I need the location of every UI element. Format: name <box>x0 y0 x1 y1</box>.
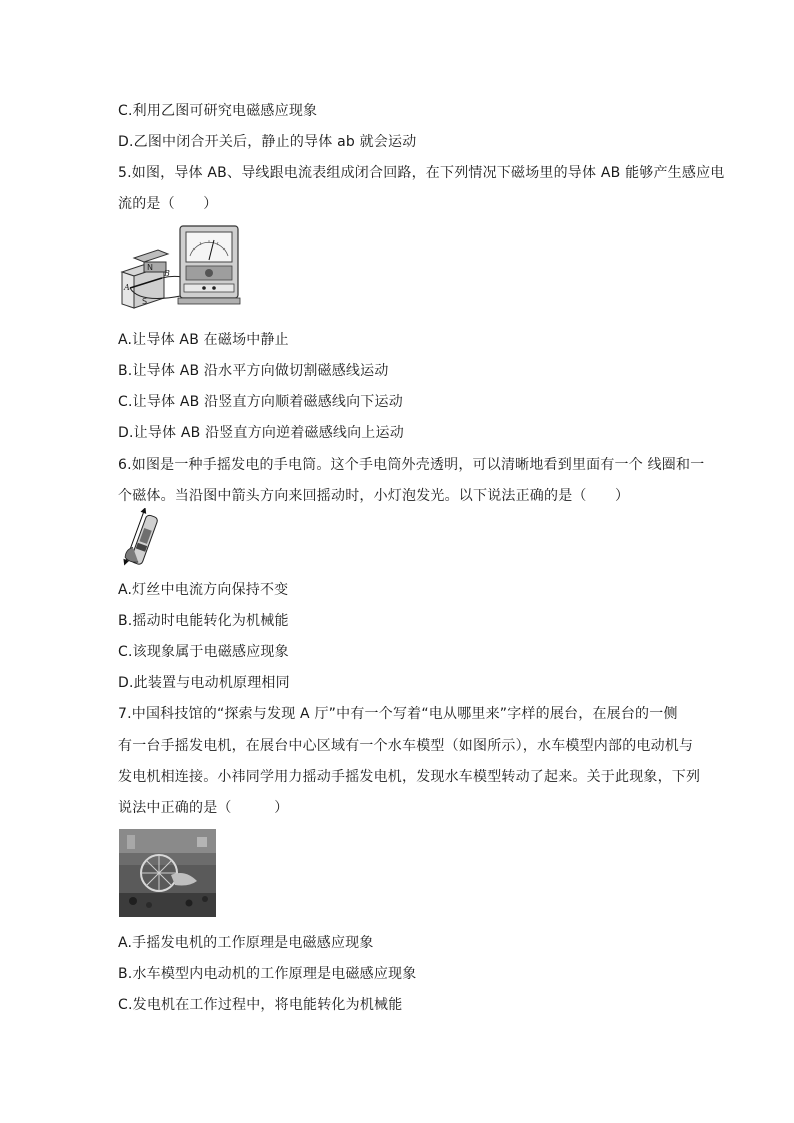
q5-stem-line-2: 流的是（ ） <box>118 196 218 212</box>
q7-stem-line-3: 发电机相连接。小祎同学用力摇动手摇发电机，发现水车模型转动了起来。关于此现象，下列 <box>118 769 701 785</box>
q5-figure-magnet-ammeter <box>118 222 242 322</box>
q5-label-n: N <box>147 263 153 272</box>
q7-option-a: A.手摇发电机的工作原理是电磁感应现象 <box>118 935 374 951</box>
q7-option-b: B.水车模型内电动机的工作原理是电磁感应现象 <box>118 966 417 982</box>
q5-label-a: A <box>124 283 130 292</box>
q5-option-b: B.让导体 AB 沿水平方向做切割磁感线运动 <box>118 363 389 379</box>
q6-option-d: D.此装置与电动机原理相同 <box>118 675 290 691</box>
q5-stem-line-1: 5.如图，导体 AB、导线跟电流表组成闭合回路，在下列情况下磁场里的导体 AB 能够产生感应电 <box>118 165 725 181</box>
q6-stem-line-1: 6.如图是一种手摇发电的手电筒。这个手电筒外壳透明，可以清晰地看到里面有一个 线圈和一 <box>118 457 705 473</box>
q6-option-c: C.该现象属于电磁感应现象 <box>118 644 289 660</box>
q5-label-s: S <box>142 297 148 306</box>
q6-option-a: A.灯丝中电流方向保持不变 <box>118 582 289 598</box>
q7-figure-waterwheel-photo <box>119 829 216 917</box>
q7-stem-line-1: 7.中国科技馆的“探索与发现 A 厅”中有一个写着“电从哪里来”字样的展台，在展台的一侧 <box>118 706 678 722</box>
q7-stem-line-4: 说法中正确的是（ ） <box>118 800 289 816</box>
q6-figure-hand-crank-flashlight <box>120 508 164 572</box>
q4-option-d: D.乙图中闭合开关后，静止的导体 ab 就会运动 <box>118 134 417 150</box>
q5-option-c: C.让导体 AB 沿竖直方向顺着磁感线向下运动 <box>118 394 403 410</box>
q5-option-d: D.让导体 AB 沿竖直方向逆着磁感线向上运动 <box>118 425 404 441</box>
q5-label-b: B <box>164 269 170 278</box>
q6-stem-line-2: 个磁体。当沿图中箭头方向来回摇动时，小灯泡发光。以下说法正确的是（ ） <box>118 488 630 504</box>
q7-option-c: C.发电机在工作过程中，将电能转化为机械能 <box>118 997 403 1013</box>
q6-option-b: B.摇动时电能转化为机械能 <box>118 613 289 629</box>
q4-option-c: C.利用乙图可研究电磁感应现象 <box>118 103 318 119</box>
q7-stem-line-2: 有一台手摇发电机，在展台中心区域有一个水车模型（如图所示），水车模型内部的电动机与 <box>118 738 694 754</box>
q5-option-a: A.让导体 AB 在磁场中静止 <box>118 332 289 348</box>
